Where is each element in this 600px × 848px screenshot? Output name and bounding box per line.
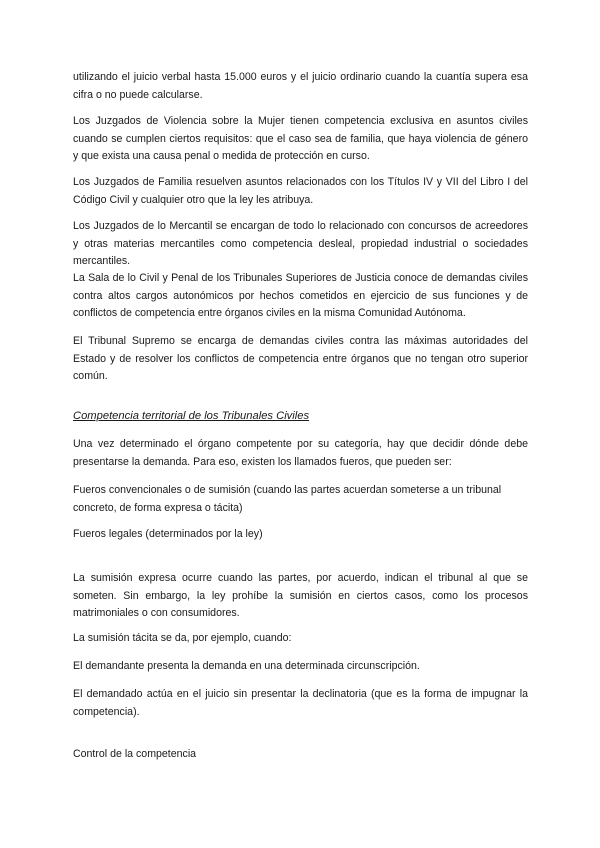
paragraph-demandado: El demandado actúa en el juicio sin presentar la declinatoria (que es la forma de impugnar la competencia). bbox=[73, 688, 528, 718]
paragraph-sala-civil-penal: La Sala de lo Civil y Penal de los Tribunales Superiores de Justicia conoce de demandas civiles contra altos cargos autonómicos por hechos cometidos en ejercicio de sus funciones y de conflictos de competencia entre órganos civiles en la misma Comunidad Autónoma. bbox=[73, 272, 528, 319]
paragraph-sumision-tacita: La sumisión tácita se da, por ejemplo, cuando: bbox=[73, 632, 292, 644]
paragraph-organo-competente: Una vez determinado el órgano competente por su categoría, hay que decidir dónde debe presentarse la demanda. Para eso, existen los llamados fueros, que pueden ser: bbox=[73, 438, 528, 468]
control-competencia-line: Control de la competencia bbox=[73, 748, 197, 760]
paragraph-fueros-legales: Fueros legales (determinados por la ley) bbox=[73, 528, 263, 540]
paragraph-juzgados-violencia-mujer: Los Juzgados de Violencia sobre la Mujer tienen competencia exclusiva en asuntos civiles cuando se cumplen ciertos requisitos: que el caso sea de familia, que haya violencia de género y que exista una causa penal o medida de protección en curso. bbox=[73, 115, 528, 162]
paragraph-juzgados-familia: Los Juzgados de Familia resuelven asuntos relacionados con los Títulos IV y VII del Libro I del Código Civil y cualquier otro que la ley les atribuya. bbox=[73, 176, 528, 206]
paragraph-juicio-verbal: utilizando el juicio verbal hasta 15.000 euros y el juicio ordinario cuando la cuantía supera esa cifra o no puede calcularse. bbox=[73, 71, 528, 101]
paragraph-demandante: El demandante presenta la demanda en una determinada circunscripción. bbox=[73, 660, 420, 672]
paragraph-fueros-convencionales: Fueros convencionales o de sumisión (cuando las partes acuerdan someterse a un tribunal concreto, de forma expresa o tácita) bbox=[73, 484, 502, 514]
paragraph-tribunal-supremo: El Tribunal Supremo se encarga de demandas civiles contra las máximas autoridades del Estado y de resolver los conflictos de competencia entre órganos que no tengan otro superior común. bbox=[73, 335, 528, 382]
section-heading: Competencia territorial de los Tribunales Civiles bbox=[73, 410, 310, 422]
paragraph-sumision-expresa: La sumisión expresa ocurre cuando las partes, por acuerdo, indican el tribunal al que se someten. Sin embargo, la ley prohíbe la sumisión en ciertos casos, como los procesos matrimoniales o con consumidores. bbox=[73, 572, 528, 619]
paragraph-juzgados-mercantil: Los Juzgados de lo Mercantil se encargan de todo lo relacionado con concursos de acreedores y otras materias mercantiles como competencia desleal, propiedad industrial o sociedades mercantiles. bbox=[73, 220, 528, 267]
